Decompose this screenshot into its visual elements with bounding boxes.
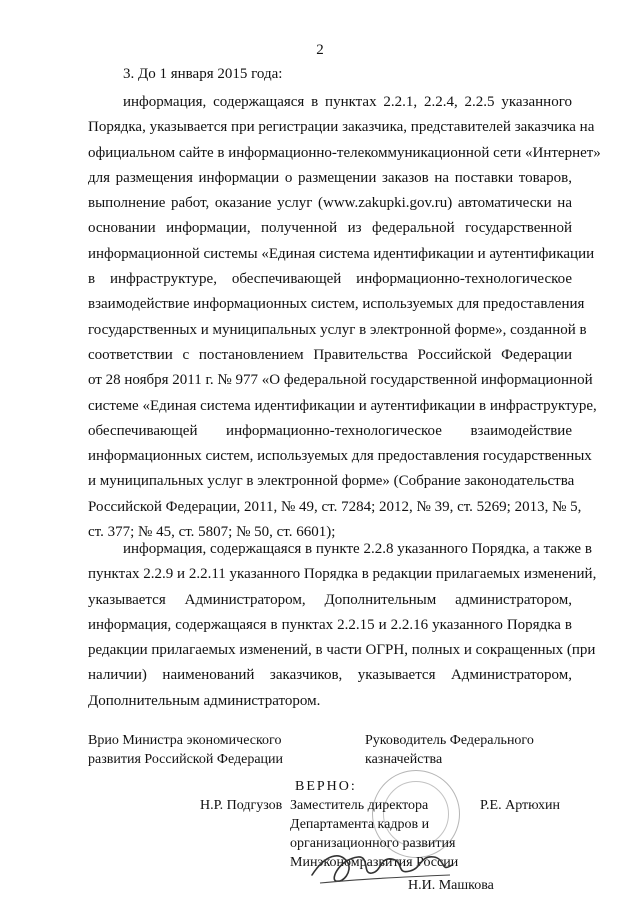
text-line: редакции прилагаемых изменений, в части ОГРН, полных и сокращенных (при [88, 642, 596, 659]
text-line: и муниципальных услуг в электронной форме» (Собрание законодательства [88, 473, 575, 490]
certification-line-4: Минэкономразвития России [290, 855, 459, 870]
certification-line-1: Заместитель директора [290, 798, 429, 813]
text-line: пунктах 2.2.9 и 2.2.11 указанного Порядка в редакции прилагаемых изменений, [88, 566, 597, 583]
text-line: государственных и муниципальных услуг в электронной форме», созданной в [88, 321, 587, 338]
right-title-line-1: Руководитель Федерального [365, 733, 534, 748]
text-line: Российской Федерации, 2011, № 49, ст. 7284; 2012, № 39, ст. 5269; 2013, № 5, [88, 498, 582, 515]
text-line: официальном сайте в информационно-телекоммуникационной сети «Интернет» [88, 144, 601, 161]
left-signatory-name: Н.Р. Подгузов [200, 798, 283, 813]
text-line: информационных систем, используемых для предоставления государственных [88, 448, 592, 465]
text-line: соответствии с постановлением Правительства Российской Федерации [88, 346, 572, 363]
certification-line-3: организационного развития [290, 836, 456, 851]
text-line: в инфраструктуре, обеспечивающей информационно-технологическое [88, 271, 572, 288]
paragraph-2 [88, 537, 597, 714]
left-title-line-1: Врио Министра экономического [88, 733, 282, 748]
right-signatory-title [365, 731, 534, 769]
text-line: наличии) наименований заказчиков, указывается Администратором, [88, 667, 572, 684]
section-heading: 3. До 1 января 2015 года: [123, 66, 283, 82]
left-signatory-title [88, 731, 283, 769]
right-title-line-2: казначейства [365, 752, 443, 767]
verno-label: ВЕРНО: [295, 779, 357, 794]
text-line: основании информации, полученной из федеральной государственной [88, 220, 572, 237]
text-line: информация, содержащаяся в пунктах 2.2.15 и 2.2.16 указанного Порядка в [88, 616, 572, 633]
text-line: ст. 377; № 45, ст. 5807; № 50, ст. 6601); [88, 524, 336, 541]
text-line: информация, содержащаяся в пунктах 2.2.1, 2.2.4, 2.2.5 указанного [123, 94, 572, 110]
text-line: обеспечивающей информационно-технологическое взаимодействие [88, 422, 572, 439]
page-number: 2 [316, 42, 324, 58]
text-line: для размещения информации о размещении заказов на поставки товаров, [88, 169, 572, 186]
text-line: информация, содержащаяся в пункте 2.2.8 указанного Порядка, а также в [123, 541, 592, 557]
text-line: Дополнительным администратором. [88, 692, 321, 709]
text-line: от 28 ноября 2011 г. № 977 «О федеральной государственной информационной [88, 372, 593, 389]
certification-line-2: Департамента кадров и [290, 817, 430, 832]
right-signatory-name: Р.Е. Артюхин [480, 798, 561, 813]
left-title-line-2: развития Российской Федерации [88, 752, 284, 767]
text-line: взаимодействие информационных систем, используемых для предоставления [88, 296, 585, 313]
certifier-name: Н.И. Машкова [408, 878, 494, 893]
text-line: системе «Единая система идентификации и аутентификации в инфраструктуре, [88, 397, 597, 414]
text-line: выполнение работ, оказание услуг (www.zakupki.gov.ru) автоматически на [88, 195, 572, 212]
paragraph-1 [88, 90, 601, 545]
text-line: указывается Администратором, Дополнительным администратором, [88, 591, 572, 608]
text-line: информационной системы «Единая система идентификации и аутентификации [88, 245, 595, 262]
text-line: Порядка, указывается при регистрации заказчика, представителей заказчика на [88, 119, 595, 136]
